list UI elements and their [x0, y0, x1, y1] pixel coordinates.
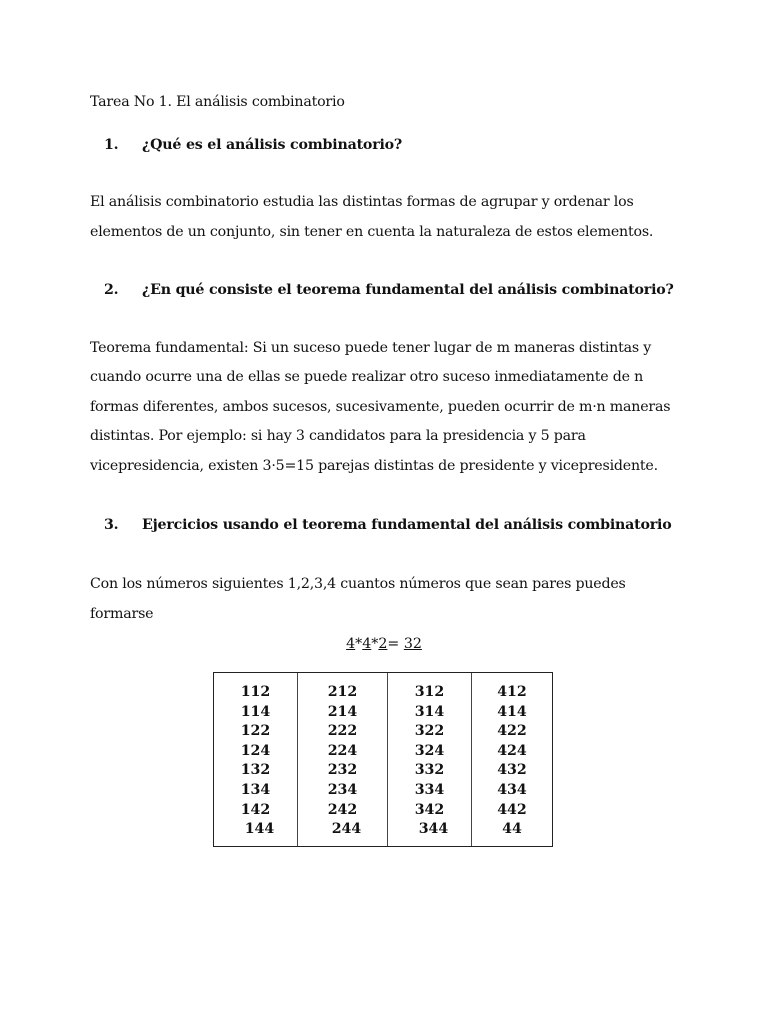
answer-2-line-5: vicepresidencia, existen 3·5=15 parejas distintas de presidente y vicepresidente.	[90, 458, 658, 474]
table-cell: 312	[414, 684, 445, 700]
table-cell: 342	[414, 801, 445, 818]
table-cell: 432	[497, 762, 527, 779]
table-cell: 142	[240, 801, 271, 818]
table-cell: 134	[240, 781, 271, 798]
table-cell: 344	[418, 821, 449, 838]
formula-factor-a: 4	[346, 636, 356, 652]
table-cell: 242	[327, 801, 358, 818]
table-cell: 334	[414, 781, 445, 798]
answer-2-line-2: cuando ocurre una de ellas se puede realizar otro suceso inmediatamente de n	[90, 369, 644, 385]
table-cell: 314	[414, 703, 445, 720]
exercise-line-1: Con los números siguientes 1,2,3,4 cuantos números que sean pares puedes	[90, 576, 626, 592]
formula-factor-c: 2	[378, 636, 388, 652]
table-cell: 112	[240, 684, 271, 700]
question-3-text: Ejercicios usando el teorema fundamental del análisis combinatorio	[142, 517, 672, 533]
table-cell: 442	[497, 801, 527, 818]
formula	[0, 636, 768, 652]
table-cell: 224	[327, 742, 358, 759]
table-cell: 414	[497, 703, 527, 720]
answer-2-line-1: Teorema fundamental: Si un suceso puede tener lugar de m maneras distintas y	[90, 340, 652, 356]
table-cell: 44	[502, 821, 522, 838]
table-cell: 222	[327, 723, 358, 740]
question-1	[104, 137, 402, 153]
table-cell: 434	[497, 781, 527, 798]
table-cell: 214	[327, 703, 358, 720]
question-3	[104, 517, 671, 533]
table-cell: 234	[327, 781, 358, 798]
question-2	[104, 282, 674, 298]
table-column-3	[387, 673, 471, 846]
formula-equals: =	[387, 636, 404, 652]
exercise-line-2: formarse	[90, 606, 154, 622]
combinations-table	[213, 672, 553, 847]
formula-factor-b: 4	[362, 636, 372, 652]
question-1-text: ¿Qué es el análisis combinatorio?	[142, 137, 403, 153]
table-column-2	[297, 673, 387, 846]
table-cell: 124	[240, 742, 271, 759]
table-cell: 232	[327, 762, 358, 779]
table-cell: 114	[240, 703, 271, 720]
table-cell: 412	[497, 684, 527, 700]
question-2-number: 2.	[104, 282, 119, 298]
answer-2-line-4: distintas. Por ejemplo: si hay 3 candidatos para la presidencia y 5 para	[90, 428, 586, 444]
table-cell: 422	[497, 723, 527, 740]
answer-2-line-3: formas diferentes, ambos sucesos, sucesivamente, pueden ocurrir de m·n maneras	[90, 399, 671, 415]
table-cell: 144	[244, 821, 275, 838]
answer-1-line-2: elementos de un conjunto, sin tener en cuenta la naturaleza de estos elementos.	[90, 224, 654, 240]
table-column-1	[214, 673, 297, 846]
question-3-number: 3.	[104, 517, 119, 533]
answer-1-line-1: El análisis combinatorio estudia las distintas formas de agrupar y ordenar los	[90, 194, 634, 210]
table-cell: 244	[331, 821, 362, 838]
table-cell: 322	[414, 723, 445, 740]
formula-op-1: *	[355, 636, 363, 652]
table-cell: 212	[327, 684, 358, 700]
table-cell: 424	[497, 742, 527, 759]
question-1-number: 1.	[104, 137, 119, 153]
document-heading: Tarea No 1. El análisis combinatorio	[90, 94, 345, 110]
question-2-text: ¿En qué consiste el teorema fundamental del análisis combinatorio?	[142, 282, 674, 298]
table-cell: 332	[414, 762, 445, 779]
table-cell: 132	[240, 762, 271, 779]
table-cell: 324	[414, 742, 445, 759]
table-column-4	[471, 673, 552, 846]
formula-op-2: *	[371, 636, 379, 652]
formula-result: 32	[403, 636, 422, 652]
table-cell: 122	[240, 723, 271, 740]
